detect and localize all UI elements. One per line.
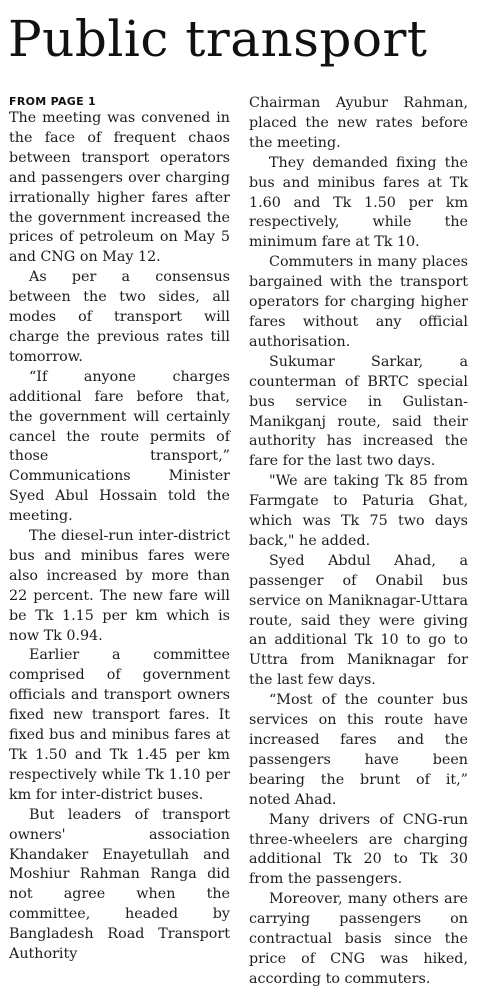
paragraph: Many drivers of CNG-run three-wheelers are charging additional Tk 20 to Tk 30 from the passengers. (249, 811, 468, 888)
headline: Public transport (8, 10, 428, 68)
paragraph: Earlier a committee comprised of government officials and transport owners fixed new transport fares. It fixed bus and minibus fares at Tk 1.50 and Tk 1.45 per km respectively while Tk 1.10 per km for inter-district buses. (9, 647, 230, 803)
paragraph: As per a consensus between the two sides, all modes of transport will charge the previous rates till tomorrow. (9, 269, 230, 365)
paragraph: Moreover, many others are carrying passengers on contractual basis since the price of CNG was hiked, according to commuters. (249, 891, 468, 987)
paragraph: “If anyone charges additional fare before that, the government will certainly cancel the route permits of those transport,” Communications Minister Syed Abul Hossain told the meeting. (9, 368, 230, 525)
paragraph: "We are taking Tk 85 from Farmgate to Paturia Ghat, which was Tk 75 two days back," he added. (249, 473, 468, 549)
paragraph: Sukumar Sarkar, a counterman of BRTC special bus service in Gulistan-Manikganj route, said their authority has increased the fare for the last two days. (249, 353, 468, 470)
paragraph: “Most of the counter bus services on this route have increased fares and the passengers have been bearing the brunt of it,” noted Ahad. (249, 692, 468, 808)
paragraph: Chairman Ayubur Rahman, placed the new rates before the meeting. (249, 95, 468, 151)
article-column-right (249, 94, 468, 990)
paragraph: Commuters in many places bargained with the transport operators for charging higher fares without any official authorisation. (249, 254, 468, 350)
paragraph: The diesel-run inter-district bus and minibus fares were also increased by more than 22 percent. The new fare will be Tk 1.15 per km which is now Tk 0.94. (9, 528, 230, 644)
paragraph: The meeting was convened in the face of frequent chaos between transport operators and passengers over charging irrationally higher fares after the government increased the prices of petroleum on May 5 and CNG on May 12. (9, 110, 230, 266)
article-column-left (9, 94, 230, 965)
paragraph: Syed Abdul Ahad, a passenger of Onabil bus service on Maniknagar-Uttara route, said they were giving an additional Tk 10 to go to Uttra from Maniknagar for the last few days. (249, 552, 468, 689)
paragraph: But leaders of transport owners' association Khandaker Enayetullah and Moshiur Rahman Ranga did not agree when the committee, headed by Bangladesh Road Transport Authority (9, 806, 230, 963)
paragraph: They demanded fixing the bus and minibus fares at Tk 1.60 and Tk 1.50 per km respectively, while the minimum fare at Tk 10. (249, 154, 468, 251)
kicker-from-page-1: FROM PAGE 1 (9, 95, 97, 108)
